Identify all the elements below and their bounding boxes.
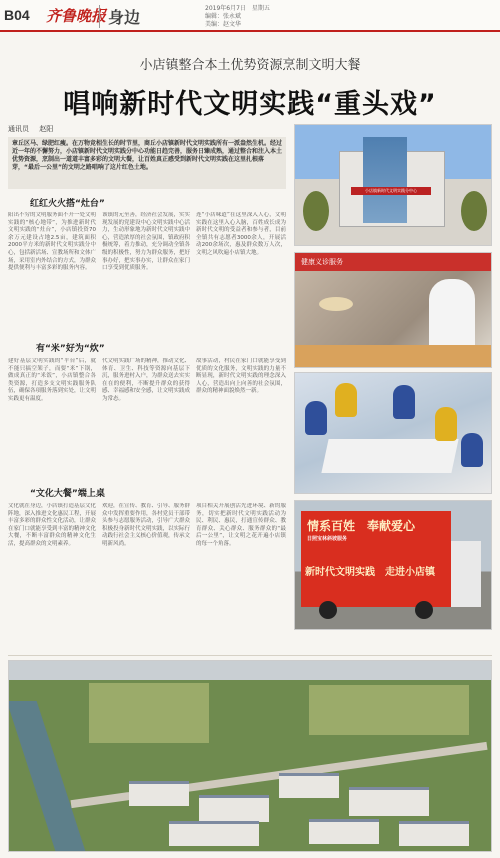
truck-slogan-1: 情系百姓 奉献爱心 (307, 519, 416, 533)
photo-aerial-village (8, 660, 492, 852)
truck-small-text: 日照宝林斜坡服务 (307, 536, 348, 542)
section-1-col-1: 阳出不穷的文明服务面不开一处文明实践的“核心地带”，为推进新时代文明实践的“灶台”，小店镇投资70余万元建设占地2.5亩，建筑面积2000平方米的新时代文明实践分中心，包括新活场、宣教场所和文体广场，采用室内外结合的方式，为群众提供便利与丰富多彩的服务内容。 (8, 212, 96, 272)
byline (8, 124, 61, 134)
river-shape (8, 701, 85, 851)
section-2-col-2: 代文明实践广场的精神，推动文化、体育、卫生、科技等资源向基层下沉，服务进村入户，为群众送去实实在在的便利，不断提升群众的获得感、幸福感和安全感，让文明实践成为常态。 (102, 358, 190, 402)
issue-date: 2019年6月7日 星期五 (205, 5, 270, 12)
field-shape (309, 685, 469, 735)
child-shape (393, 385, 415, 419)
section-1-col-2: 该镇的元至善，经济社会发展，实实现发展的党建设中心文明实践中心活力，生动形象地为新时代文明实践中心，营造浓厚的社会氛围，镇政府积极统筹，着力推动，充分调动全镇各级的积极性，努力为群众服务，把好事办好，把实事办实，让群众在家门口享受到优质服务。 (102, 212, 190, 272)
photo-truck (294, 500, 492, 630)
house-shape (199, 795, 269, 822)
designer-credit: 美编：赵文华 (205, 21, 242, 28)
section-1-col-3: 连“小店味道”在这里深入人心，文明实践在这里入心入脑，百姓成长成为新时代文明的受益者和参与者，目前全镇共有志愿者3000余人，开展活动200余场次，惠及群众数万人次，文明之风吹遍小店镇大地。 (196, 212, 286, 256)
article-subtitle: 小店镇整合本土优势资源烹制文明大餐 (139, 58, 361, 73)
tree-shape (461, 191, 487, 231)
section-3-col-3: 项目相关开展创活先进环境、新的服务，切实把新时代文明实践活动为民、利民、惠民，打通宣传群众、教育群众、关心群众、服务群众的“最后一公里”，让文明之花开遍小店镇的每一个角落。 (196, 503, 286, 547)
building-sign (351, 187, 431, 195)
child-shape (461, 433, 483, 467)
banner-shape (295, 253, 492, 271)
house-shape (129, 781, 189, 806)
house-shape (169, 821, 259, 846)
editor-credit: 编辑：张永斌 (205, 13, 242, 20)
section-name: 身边 (99, 5, 140, 28)
wheel-shape (319, 601, 337, 619)
child-shape (305, 401, 327, 435)
child-shape (335, 383, 357, 417)
medical-banner-text: 健康义诊服务 (301, 258, 343, 266)
paper-logo: 齐鲁晚报 (46, 7, 107, 25)
section-3-col-1: 文化就在身边，小店镇打造基层文化阵地，深入推进文化惠民工程，开展丰富多彩的群众性文化活动，让群众在家门口就能享受到丰富的精神文化大餐，不断丰富群众的精神文化生活，提高群众的文明素养。 (8, 503, 96, 547)
byline-role: 通讯员 (8, 125, 29, 133)
hat-shape (319, 297, 353, 311)
section-2-col-1: 建好基层文明实践的“平台”后，就不能只搞空架子，而要“米”下锅，做成真正的“米饭”，小店镇整合各类资源，打造多支文明实践服务队伍，确保各项服务落到实处，让文明实践更有温度。 (8, 358, 96, 402)
page-number: B04 (4, 7, 30, 23)
photo-building (294, 124, 492, 246)
masthead-meta (205, 5, 270, 29)
glass-tower-shape (363, 137, 407, 223)
article-lead: 章丘区马、绿肥红瘦。在万物竞相生长的时节里，商丘小店镇新时代文明实践所有一派盎然生机。经过近一年的不懈努力，小店镇新时代文明实践分中心功能日趋完善，服务日臻成熟，通过整合和注入本土优势资源，烹制出一道道丰富多彩的文明大餐，让百姓真正感受到新时代文明实践在这里扎根落芽，“最后一公里”的文明之路唱响了这片红色土地。 (8, 137, 286, 189)
photo-medical-service (294, 252, 492, 368)
byline-name: 赵阳 (39, 125, 54, 133)
divider (8, 655, 492, 656)
field-shape (89, 683, 209, 743)
wheel-shape (415, 601, 433, 619)
photo-children-activity (294, 372, 492, 494)
section-2-col-3: 故事活动，村民在家门口就能享受到优质的文化服务，文明实践的力量不断显现，新时代文明实践的理念深入人心，营造出向上向善的社会氛围，群众的精神面貌焕然一新。 (196, 358, 286, 395)
truck-slogan-2: 新时代文明实践 走进小店镇 (305, 567, 435, 578)
masthead (0, 0, 500, 32)
section-title-3: “文化大餐”端上桌 (30, 489, 105, 499)
desk-shape (321, 439, 458, 473)
building-sign-text: 小店镇新时代文明实践分中心 (365, 188, 417, 193)
section-3-col-2: 欢迎，在宣传、教育、引导、服务群众中发挥重要作用，各村党员干部带头参与志愿服务活动，引导广大群众积极投身新时代文明实践，以实际行动践行社会主义核心价值观，传承文明新风尚。 (102, 503, 190, 547)
table-shape (295, 345, 492, 367)
tree-shape (303, 191, 329, 231)
truck-cab-shape (451, 541, 481, 607)
section-title-1: 红红火火搭“灶台” (30, 199, 105, 209)
section-title-2: 有“米”好为“炊” (36, 344, 105, 354)
house-shape (399, 821, 469, 846)
article-headline: 唱响新时代文明实践“重头戏” (63, 89, 437, 120)
house-shape (349, 787, 429, 816)
house-shape (309, 819, 379, 844)
house-shape (279, 773, 339, 798)
child-shape (435, 407, 457, 441)
